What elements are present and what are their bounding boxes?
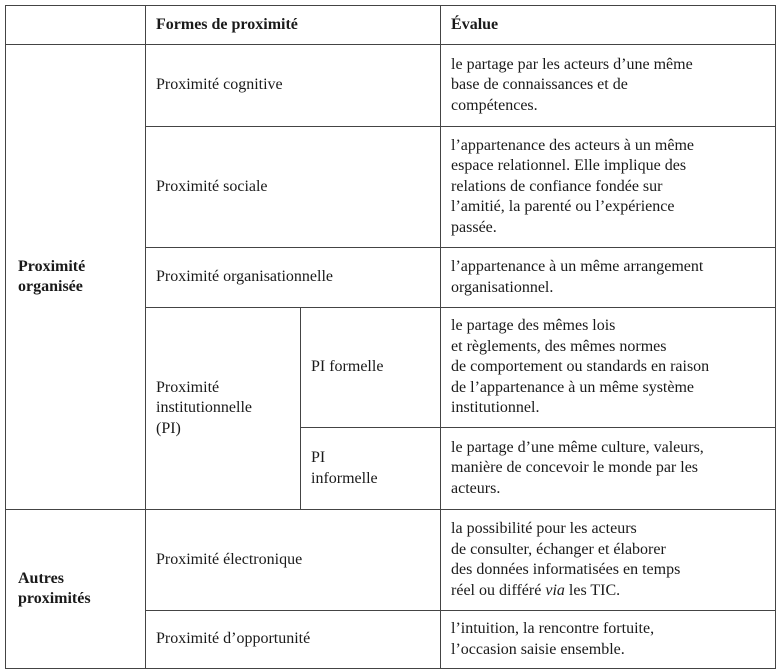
proximity-table [5,5,776,669]
group-organisee: Proximité organisée [6,45,146,510]
eval-cognitive: le partage par les acteurs d’une même base de connaissances et de compétences. [441,45,776,127]
eval-sociale: l’appartenance des acteurs à un même espace relationnel. Elle implique des relations de confiance fondée sur l’amitié, la parenté ou l’expérience passée. [441,127,776,248]
header-forms: Formes de proximité [146,6,441,45]
form-electronique: Proximité électronique [146,510,441,611]
header-empty-cell [6,6,146,45]
eval-electronique: la possibilité pour les acteurs de consulter, échanger et élaborer des données informatisées en temps réel ou différé via les TIC. [441,510,776,611]
form-institutionnelle: Proximité institutionnelle (PI) [146,308,301,510]
row-cognitive [6,45,776,127]
form-pi-informelle: PI informelle [301,428,441,510]
header-row [6,6,776,45]
form-sociale: Proximité sociale [146,127,441,248]
eval-organisationnelle: l’appartenance à un même arrangement organisationnel. [441,248,776,308]
eval-pi-informelle: le partage d’une même culture, valeurs, manière de concevoir le monde par les acteurs. [441,428,776,510]
row-electronique [6,510,776,611]
eval-opportunite: l’intuition, la rencontre fortuite, l’occasion saisie ensemble. [441,611,776,669]
form-cognitive: Proximité cognitive [146,45,441,127]
via-italic: via [545,581,565,599]
form-pi-formelle: PI formelle [301,308,441,428]
form-organisationnelle: Proximité organisationnelle [146,248,441,308]
header-eval: Évalue [441,6,776,45]
form-opportunite: Proximité d’opportunité [146,611,441,669]
eval-pi-formelle: le partage des mêmes lois et règlements, des mêmes normes de comportement ou standards en raison de l’appartenance à un même système institutionnel. [441,308,776,428]
group-autres: Autres proximités [6,510,146,669]
